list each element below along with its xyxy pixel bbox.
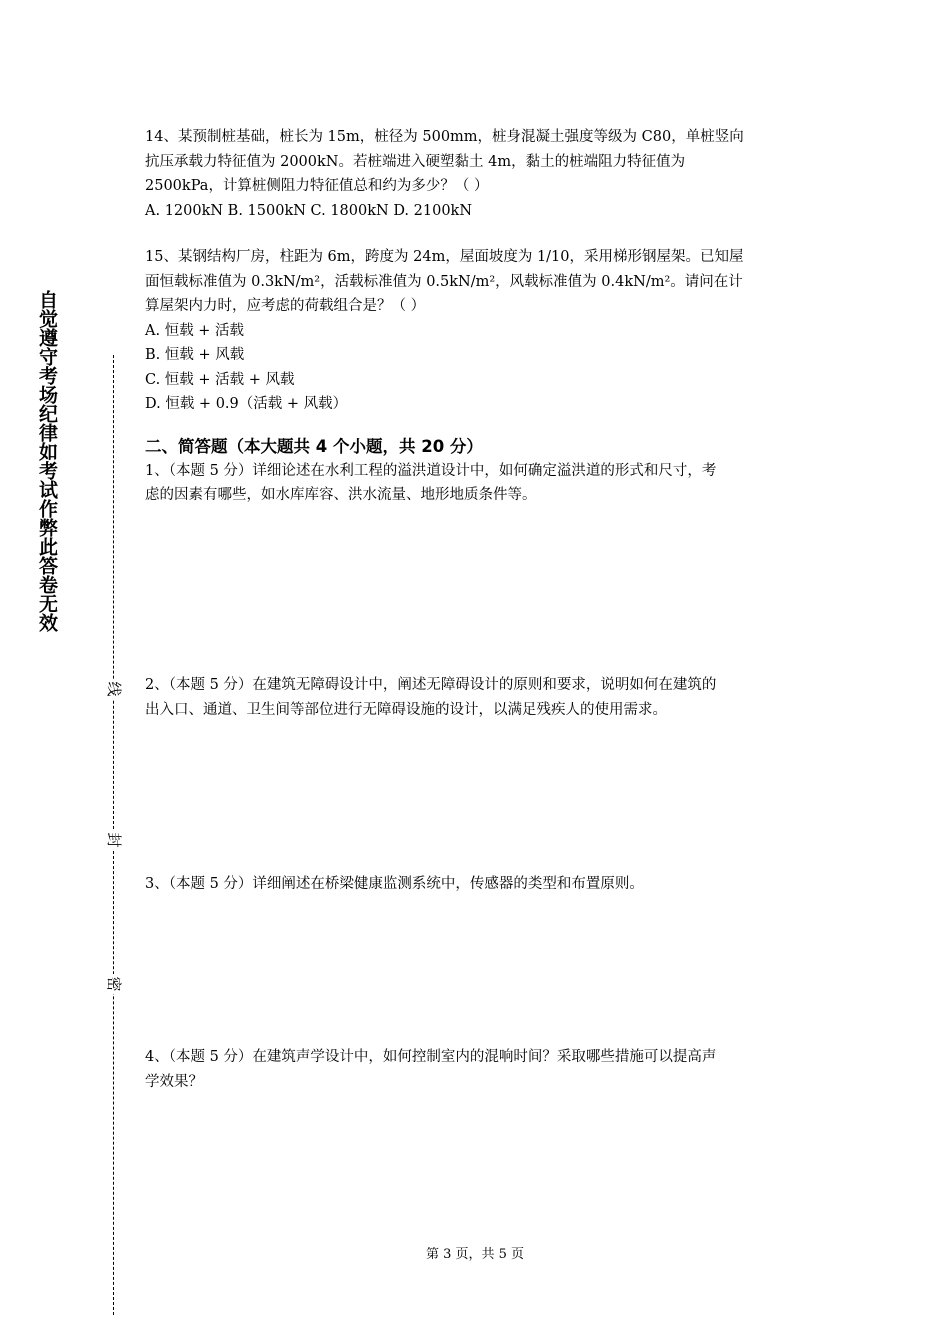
short-answer-3 xyxy=(145,872,815,897)
question-14-line-1: 14、某预制桩基础，桩长为 15m，桩径为 500mm，桩身混凝土强度等级为 C80，单桩竖向 xyxy=(145,129,744,145)
section-2-title: 二、简答题（本大题共 4 个小题，共 20 分） xyxy=(145,436,483,456)
question-14 xyxy=(145,125,815,223)
short-answer-3-line-1: 3、（本题 5 分）详细阐述在桥梁健康监测系统中，传感器的类型和布置原则。 xyxy=(145,876,644,892)
question-15-line-3: 算屋架内力时，应考虑的荷载组合是？（ ） xyxy=(145,298,426,314)
question-15-option-b: B. 恒载 + 风载 xyxy=(145,347,245,363)
question-14-line-2: 抗压承载力特征值为 2000kN。若桩端进入硬塑黏土 4m，黏土的桩端阻力特征值为 xyxy=(145,153,686,170)
question-15 xyxy=(145,245,815,417)
short-answer-4 xyxy=(145,1045,815,1094)
question-15-line-1: 15、某钢结构厂房，柱距为 6m，跨度为 24m，屋面坡度为 1/10，采用梯形钢屋架。已知屋 xyxy=(145,249,744,265)
short-answer-4-line-1: 4、（本题 5 分）在建筑声学设计中，如何控制室内的混响时间？采取哪些措施可以提高声 xyxy=(145,1049,717,1065)
short-answer-1-line-2: 虑的因素有哪些，如水库库容、洪水流量、地形地质条件等。 xyxy=(145,487,537,503)
question-15-option-a: A. 恒载 + 活载 xyxy=(145,322,245,339)
page-number: 第 3 页，共 5 页 xyxy=(425,1247,525,1262)
question-15-line-2: 面恒载标准值为 0.3kN/m²，活载标准值为 0.5kN/m²，风载标准值为 0.4kN/m²。请问在计 xyxy=(145,273,743,290)
binding-label-seal: 封 xyxy=(103,830,125,850)
short-answer-2-line-2: 出入口、通道、卫生间等部位进行无障碍设施的设计，以满足残疾人的使用需求。 xyxy=(145,701,667,718)
short-answer-4-line-2: 学效果？ xyxy=(145,1073,203,1090)
binding-label-secret: 密 xyxy=(103,974,125,994)
short-answer-1-line-1: 1、（本题 5 分）详细论述在水利工程的溢洪道设计中，如何确定溢洪道的形式和尺寸，考 xyxy=(145,462,717,479)
question-15-option-d: D. 恒载 + 0.9（活载 + 风载） xyxy=(145,396,348,412)
exam-discipline-notice: 自觉遵守考场纪律如考试作弊此答卷无效 xyxy=(36,290,58,632)
short-answer-1 xyxy=(145,459,815,508)
multiple-choice-section xyxy=(145,125,815,508)
question-14-line-3: 2500kPa，计算桩侧阻力特征值总和约为多少？（ ） xyxy=(145,178,489,194)
short-answer-2-line-1: 2、（本题 5 分）在建筑无障碍设计中，阐述无障碍设计的原则和要求，说明如何在建筑的 xyxy=(145,677,717,693)
binding-label-line: 线 xyxy=(103,679,125,699)
short-answer-2 xyxy=(145,673,815,722)
question-15-option-c: C. 恒载 + 活载 + 风载 xyxy=(145,371,295,388)
question-14-options: A. 1200kN B. 1500kN C. 1800kN D. 2100kN xyxy=(145,202,473,219)
